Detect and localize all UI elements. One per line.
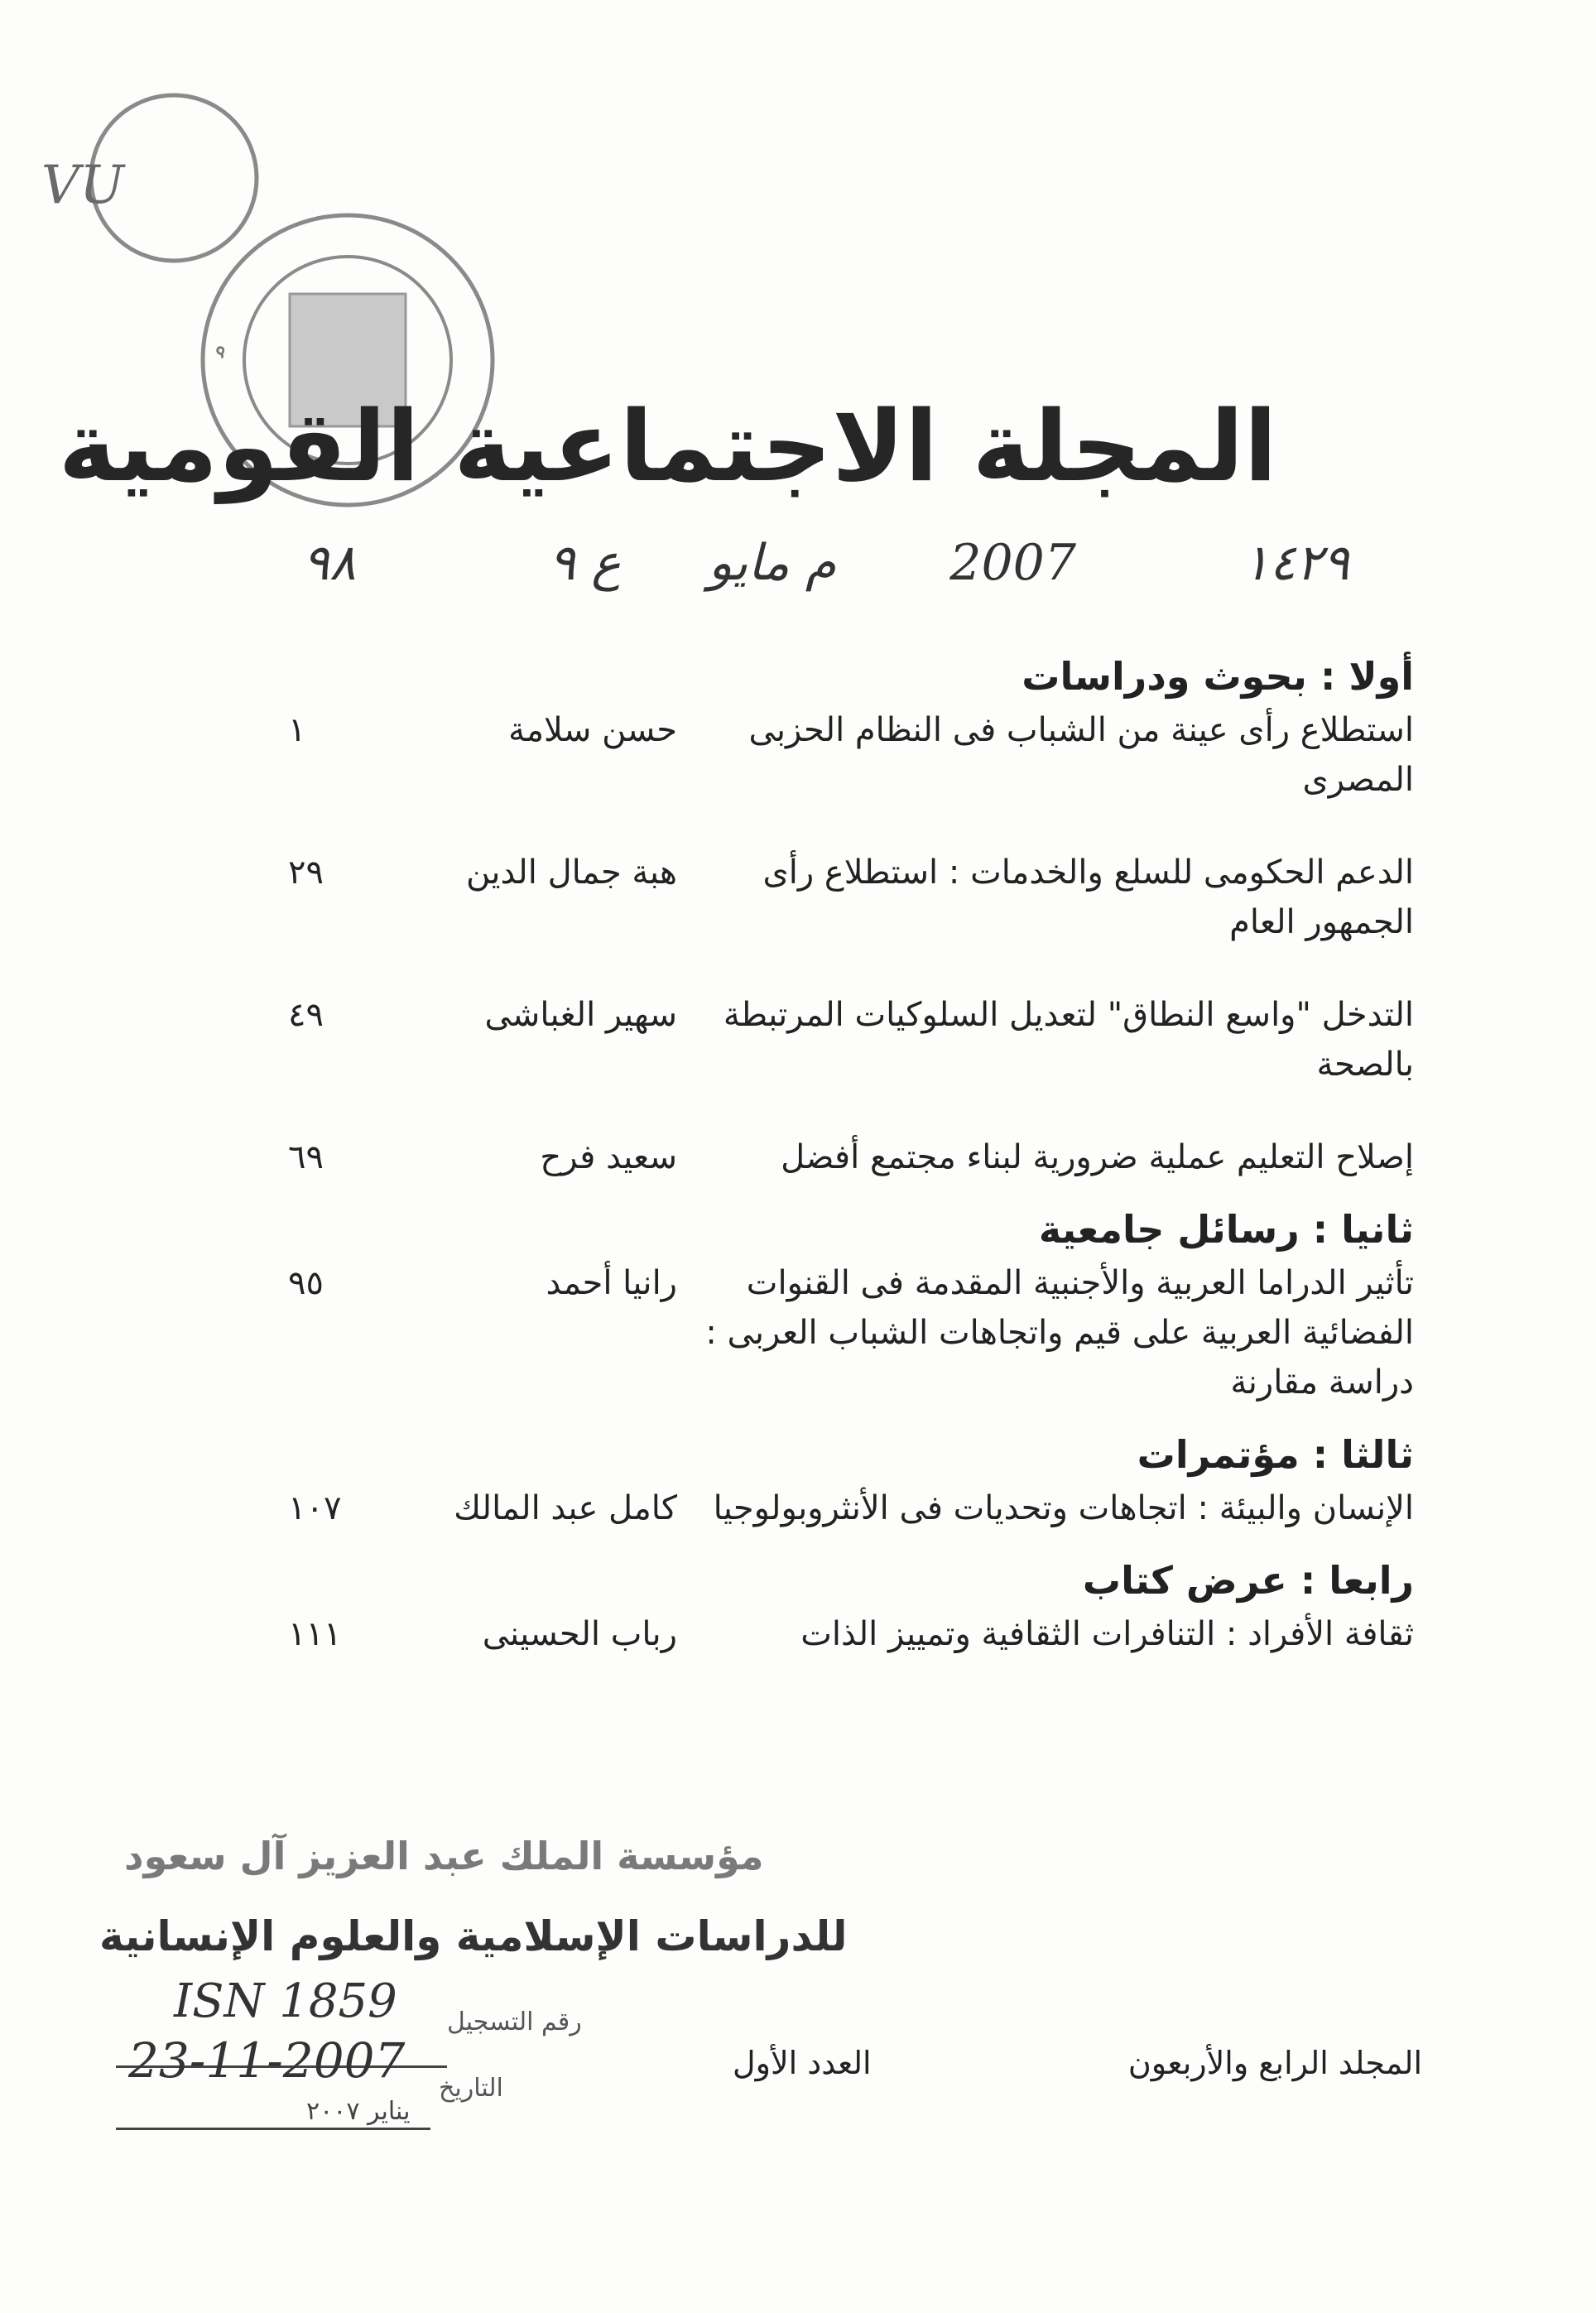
toc-entry [238,705,1414,805]
entry-author: سهير الغباشى [484,996,677,1034]
entry-author: رباب الحسينى [482,1615,677,1653]
stamp-institution-subtitle: للدراسات الإسلامية والعلوم الإنسانية [99,1912,848,1960]
toc-section [238,1207,1414,1407]
toc-entry [238,990,1414,1089]
entry-author: رانيا أحمد [546,1264,677,1302]
entry-page: ١٠٧ [288,1489,342,1527]
toc-entry [238,1483,1414,1533]
stamp-corner-mark: VU [41,155,124,216]
stamp-ring-text: م [200,343,231,358]
toc-section [238,654,1414,1182]
entry-page: ١١١ [288,1615,342,1653]
toc-section [238,1558,1414,1659]
stamp-isn-number: ISN 1859 [174,1974,397,2028]
toc-entry [238,848,1414,947]
stamp-month: يناير ٢٠٠٧ [306,2097,411,2126]
stamp-date-label: التاريخ [439,2074,503,2103]
stamp-institution-name: مؤسسة الملك عبد العزيز آل سعود [124,1834,764,1878]
footer-volume: المجلد الرابع والأربعون [1127,2045,1422,2081]
entry-page: ٢٩ [288,854,324,892]
hand-year-hijri: ١٤٢٩ [1243,534,1349,592]
entry-page: ١ [288,711,306,749]
section-title: رابعا : عرض كتاب [1082,1558,1414,1603]
section-title: أولا : بحوث ودراسات [1022,654,1414,699]
table-of-contents [238,654,1414,1684]
hand-month: م مايو [708,534,836,592]
entry-title: استطلاع رأى عينة من الشباب فى النظام الحزبى المصرى [748,711,1414,799]
entry-title: تأثير الدراما العربية والأجنبية المقدمة فى القنوات الفضائية العربية على قيم واتجاهات الشباب العربى : دراسة مقارنة [705,1264,1414,1402]
entry-page: ٦٩ [288,1138,324,1176]
entry-author: كامل عبد المالك [454,1489,677,1527]
entry-page: ٤٩ [288,996,324,1034]
entry-author: حسن سلامة [508,711,677,749]
journal-title: المجلة الاجتماعية القومية [58,389,1277,503]
stamp-date: 23-11-2007 [128,2032,406,2089]
entry-title: الدعم الحكومى للسلع والخدمات : استطلاع رأى الجمهور العام [762,854,1414,941]
section-title: ثالثا : مؤتمرات [1137,1432,1414,1477]
toc-entry [238,1609,1414,1659]
stamp-registration-label: رقم التسجيل [447,2008,582,2036]
hand-code: ٩٨ [302,534,356,592]
hand-year: 2007 [949,534,1076,592]
entry-title: التدخل "واسع النطاق" لتعديل السلوكيات المرتبطة بالصحة [723,996,1414,1084]
stamp-underline [116,2128,430,2130]
toc-entry [238,1258,1414,1407]
section-title: ثانيا : رسائل جامعية [1038,1207,1414,1252]
entry-title: الإنسان والبيئة : اتجاهات وتحديات فى الأنثروبولوجيا [713,1489,1414,1527]
entry-author: هبة جمال الدين [465,854,677,892]
toc-section [238,1432,1414,1533]
footer-issue: العدد الأول [733,2045,872,2081]
handwritten-notes [240,534,1349,617]
entry-page: ٩٥ [288,1264,324,1302]
toc-entry [238,1132,1414,1182]
entry-title: ثقافة الأفراد : التنافرات الثقافية وتمييز الذات [800,1615,1414,1653]
entry-author: سعيد فرح [540,1138,677,1176]
entry-title: إصلاح التعليم عملية ضرورية لبناء مجتمع أفضل [781,1138,1414,1176]
hand-issue: ع ٩ [548,534,621,592]
